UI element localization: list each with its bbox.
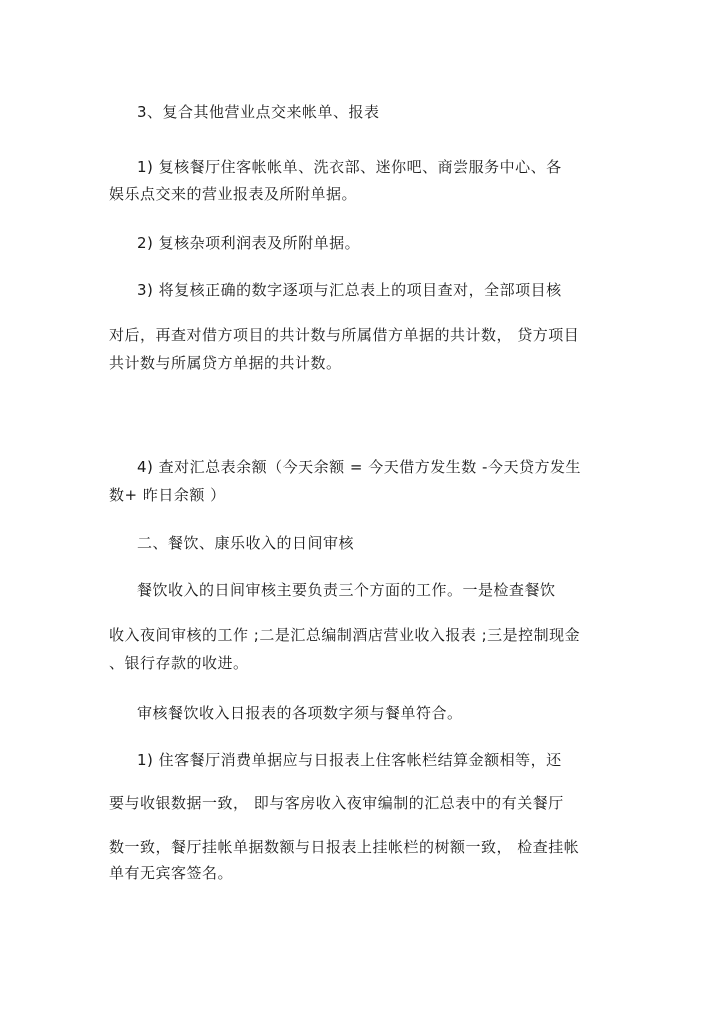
section-heading-3: 3、复合其他营业点交来帐单、报表 [137, 103, 380, 121]
paragraph-line: 收入夜间审核的工作 ;二是汇总编制酒店营业收入报表 ;三是控制现金 [109, 626, 581, 644]
paragraph-line: 娱乐点交来的营业报表及所附单据。 [109, 185, 358, 203]
paragraph-line: 数一致，餐厅挂帐单据数额与日报表上挂帐栏的树额一致， 检查挂帐 [109, 838, 580, 856]
paragraph-line: 餐饮收入的日间审核主要负责三个方面的工作。一是检查餐饮 [137, 581, 556, 599]
paragraph-line: 审核餐饮收入日报表的各项数字须与餐单符合。 [137, 704, 463, 722]
paragraph-line: 1) 复核餐厅住客帐帐单、洗衣部、迷你吧、商尝服务中心、各 [137, 158, 562, 176]
paragraph-line: 、银行存款的收进。 [109, 654, 249, 672]
paragraph-line: 1) 住客餐厅消费单据应与日报表上住客帐栏结算金额相等，还 [137, 751, 562, 769]
paragraph-line: 4) 查对汇总表余额（今天余额 = 今天借方发生数 -今天贷方发生 [137, 458, 581, 476]
section-heading-2: 二、餐饮、康乐收入的日间审核 [137, 534, 355, 552]
paragraph-line: 要与收银数据一致， 即与客房收入夜审编制的汇总表中的有关餐厅 [109, 794, 564, 812]
paragraph-line: 单有无宾客签名。 [109, 864, 234, 882]
paragraph-line: 2) 复核杂项利润表及所附单据。 [137, 234, 361, 252]
paragraph-line: 数+ 昨日余额 ） [109, 486, 226, 504]
paragraph-line: 3) 将复核正确的数字逐项与汇总表上的项目查对，全部项目核 [137, 281, 562, 299]
paragraph-line: 共计数与所属贷方单据的共计数。 [109, 354, 342, 372]
paragraph-line: 对后，再查对借方项目的共计数与所属借方单据的共计数， 贷方项目 [109, 326, 580, 344]
